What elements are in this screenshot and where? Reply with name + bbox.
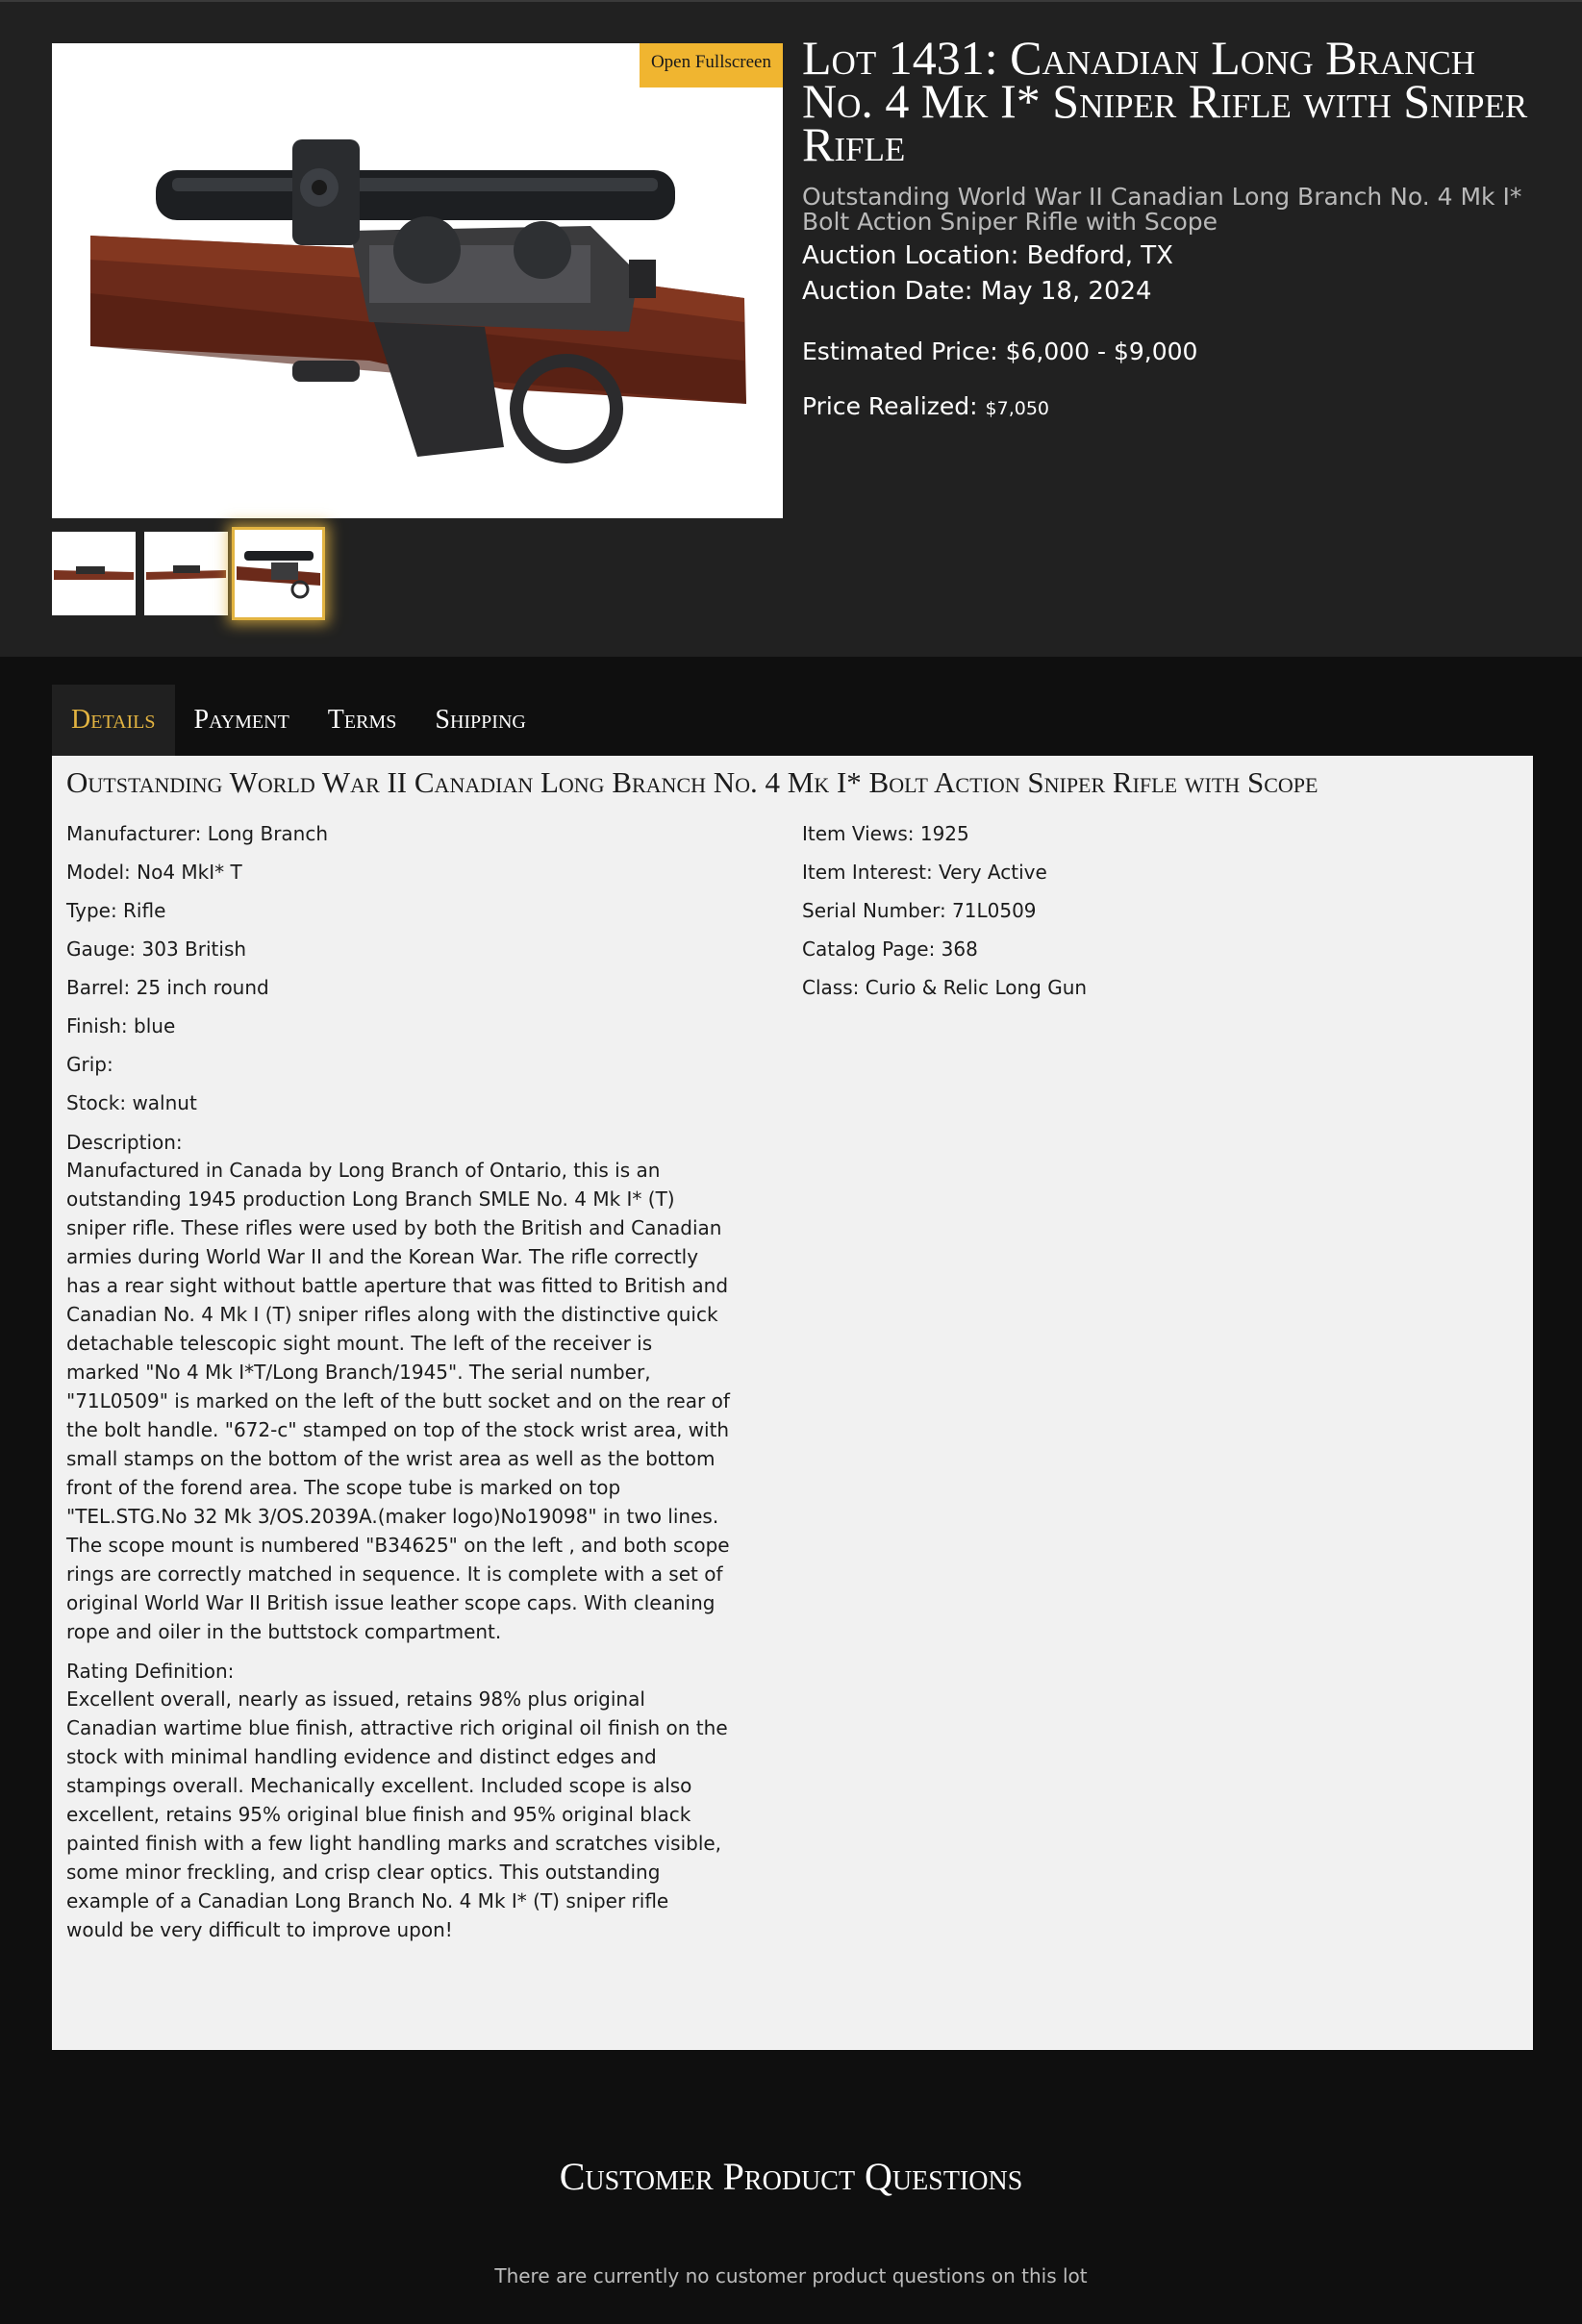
thumbnail-3-selected[interactable] [232,527,325,620]
description-label: Description: [66,1131,183,1154]
lot-tabs [52,685,545,756]
details-panel [52,756,1533,2050]
detail-finish: Finish: blue [66,1014,176,1037]
description-text: Manufactured in Canada by Long Branch of Ontario, this is an outstanding 1945 production Long Branch SMLE No. 4 Mk I* (T) sniper rifle. These rifles were used by both the British and Canadian armies during World War II and the Korean War. The rifle correctly has a rear sight without battle aperture that was fitted to British and Canadian No. 4 Mk I (T) sniper rifles along with the distinctive quick detachable telescopic sight mount. The left of the receiver is marked "No 4 Mk I*T/Long Branch/1945". The serial number, "71L0509" is marked on the left of the butt socket and on the rear of the bolt handle. "672-c" stamped on top of the stock wrist area, with small stamps on the bottom of the wrist area as well as the bottom front of the forend area. The scope tube is marked on top "TEL.STG.No 32 Mk 3/OS.2039A.(maker logo)No19098" in two lines. The scope mount is numbered "B34625" on the left , and both scope rings are correctly matched in sequence. It is complete with a set of original World War II British issue leather scope caps. With cleaning rope and oiler in the buttstock compartment. [66,1159,730,1643]
rifle-thumb-icon [52,532,136,615]
detail-catalog-page: Catalog Page: 368 [802,937,978,961]
open-fullscreen-button[interactable]: Open Fullscreen [640,43,783,87]
detail-grip: Grip: [66,1053,113,1076]
detail-stock: Stock: walnut [66,1091,197,1114]
detail-manufacturer: Manufacturer: Long Branch [66,822,329,845]
detail-item-interest: Item Interest: Very Active [802,861,1047,884]
lot-subtitle: Outstanding World War II Canadian Long Branch No. 4 Mk I* Bolt Action Sniper Rifle with Scope [802,183,1522,236]
detail-barrel: Barrel: 25 inch round [66,976,269,999]
price-realized-label: Price Realized: [802,392,978,420]
rating-label: Rating Definition: [66,1660,235,1683]
price-realized-value: $7,050 [985,398,1050,419]
thumbnail-2[interactable] [144,532,228,615]
detail-serial-number: Serial Number: 71L0509 [802,899,1037,922]
detail-item-views: Item Views: 1925 [802,822,969,845]
estimated-price: Estimated Price: $6,000 - $9,000 [802,337,1198,365]
auction-location: Auction Location: Bedford, TX [802,241,1173,270]
customer-questions-title: Customer Product Questions [559,2155,1023,2198]
price-realized [802,392,1049,420]
rifle-thumb-icon [144,532,228,615]
lot-header [0,0,1582,657]
lot-title: Lot 1431: Canadian Long Branch No. 4 Mk I* Sniper Rifle with Sniper Rifle [802,31,1528,171]
tab-details[interactable]: Details [52,685,175,756]
thumbnail-1[interactable] [52,532,136,615]
detail-model: Model: No4 MkI* T [66,861,242,884]
tab-shipping[interactable]: Shipping [435,705,526,735]
detail-type: Type: Rifle [66,899,166,922]
customer-questions-empty-text: There are currently no customer product questions on this lot [494,2264,1088,2287]
rifle-scope-photo [52,43,783,518]
details-right-column [802,819,1475,1012]
detail-class: Class: Curio & Relic Long Gun [802,976,1088,999]
auction-date: Auction Date: May 18, 2024 [802,277,1152,306]
main-rifle-image[interactable] [52,43,783,518]
tab-payment[interactable]: Payment [193,705,289,735]
rating-text: Excellent overall, nearly as issued, retains 98% plus original Canadian wartime blue finish, attractive rich original oil finish on the stock with minimal handling evidence and distinct edges and stampings overall. Mechanically excellent. Included scope is also excellent, retains 95% original blue finish and 95% original black painted finish with a few light handling marks and scratches visible, some minor freckling, and crisp clear optics. This outstanding example of a Canadian Long Branch No. 4 Mk I* (T) sniper rifle would be very difficult to improve upon! [66,1687,728,1941]
rifle-scope-thumb-icon [235,530,322,617]
details-title: Outstanding World War II Canadian Long Branch No. 4 Mk I* Bolt Action Sniper Rifle with Scope [66,765,1318,799]
detail-gauge: Gauge: 303 British [66,937,247,961]
tab-terms[interactable]: Terms [327,705,397,735]
details-left-column [66,819,730,1944]
